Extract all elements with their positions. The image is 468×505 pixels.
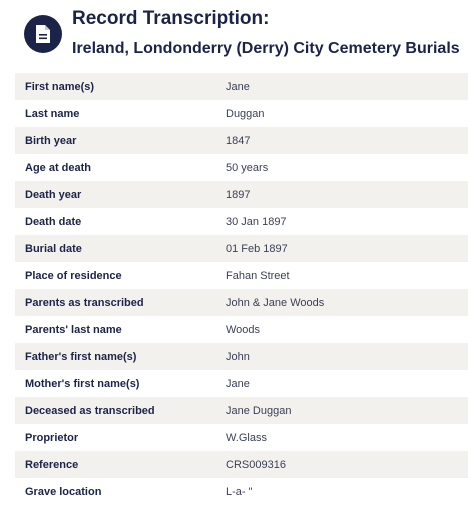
field-label: Parents' last name — [15, 316, 216, 343]
field-label: First name(s) — [15, 73, 216, 100]
field-value: Jane Duggan — [216, 397, 468, 424]
record-details-table — [15, 73, 468, 505]
field-label: Father's first name(s) — [15, 343, 216, 370]
field-value: W.Glass — [216, 424, 468, 451]
field-value: 50 years — [216, 154, 468, 181]
table-row — [15, 127, 468, 154]
field-value: Fahan Street — [216, 262, 468, 289]
field-label: Last name — [15, 100, 216, 127]
field-label: Reference — [15, 451, 216, 478]
table-row — [15, 262, 468, 289]
field-label: Burial date — [15, 235, 216, 262]
field-label: Birth year — [15, 127, 216, 154]
record-header — [0, 0, 468, 66]
table-row — [15, 316, 468, 343]
table-row — [15, 154, 468, 181]
field-label: Parents as transcribed — [15, 289, 216, 316]
table-row — [15, 424, 468, 451]
field-value: Woods — [216, 316, 468, 343]
field-label: Death date — [15, 208, 216, 235]
document-icon — [24, 15, 62, 53]
table-row — [15, 370, 468, 397]
field-value: John & Jane Woods — [216, 289, 468, 316]
page-title: Record Transcription: — [72, 8, 270, 29]
field-value: 1897 — [216, 181, 468, 208]
field-value: John — [216, 343, 468, 370]
table-row — [15, 181, 468, 208]
table-row — [15, 289, 468, 316]
field-value: CRS009316 — [216, 451, 468, 478]
table-row — [15, 343, 468, 370]
field-label: Mother's first name(s) — [15, 370, 216, 397]
table-row — [15, 100, 468, 127]
table-row — [15, 73, 468, 100]
field-label: Proprietor — [15, 424, 216, 451]
table-row — [15, 208, 468, 235]
field-value: L-a- " — [216, 478, 468, 505]
field-value: Jane — [216, 73, 468, 100]
field-value: Duggan — [216, 100, 468, 127]
table-row — [15, 451, 468, 478]
field-label: Grave location — [15, 478, 216, 505]
field-value: Jane — [216, 370, 468, 397]
field-label: Deceased as transcribed — [15, 397, 216, 424]
collection-subtitle: Ireland, Londonderry (Derry) City Cemetery Burials — [72, 40, 460, 57]
field-label: Age at death — [15, 154, 216, 181]
field-value: 1847 — [216, 127, 468, 154]
table-row — [15, 397, 468, 424]
field-value: 01 Feb 1897 — [216, 235, 468, 262]
table-row — [15, 235, 468, 262]
field-label: Place of residence — [15, 262, 216, 289]
field-value: 30 Jan 1897 — [216, 208, 468, 235]
field-label: Death year — [15, 181, 216, 208]
table-row — [15, 478, 468, 505]
